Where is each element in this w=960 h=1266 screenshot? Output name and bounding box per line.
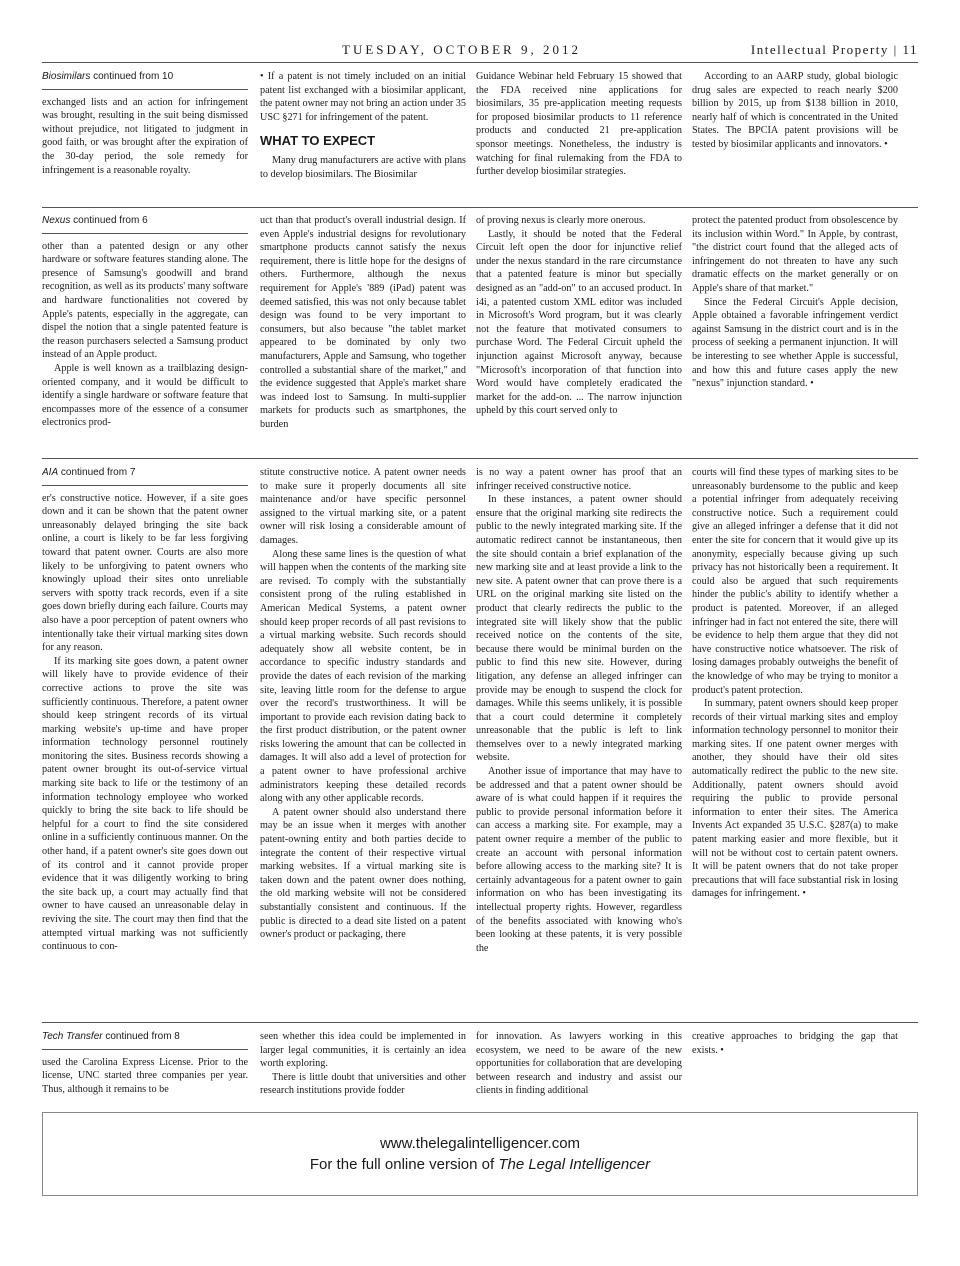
continuation-label: Biosimilars continued from 10 xyxy=(42,70,248,90)
paragraph: If its marking site goes down, a patent owner will likely have to provide evidence of their corrective actions to prove the site was sufficiently continuous. Therefore, a patent owner should keep stringent records of its virtual marking website's up-time and have proper information technology personnel routinely monitoring the sites. Business records showing a patent owner brought its out-of-service virtual marking site back to life or the testimony of an information technology employee who worked quickly to bring the site back to life should be helpful for a court to find the site considered online in a sufficiently continuous manner. On the other hand, if a patent owner's site goes down out of its control and it cannot provide proper evidence that it was diligently working to bring the site back up, a court may actually find that owner to have caused an unreasonable delay in reviving the site. The court may then find that the attempted virtual marking was not sufficiently continuous to con- xyxy=(42,655,248,953)
article-column xyxy=(260,1030,466,1102)
website-link[interactable]: www.thelegalintelligencer.com xyxy=(379,1135,581,1152)
paragraph: protect the patented product from obsolescence by its inclusion within Word." In Apple, by contrast, "the district court found that the alleged acts of infringement do not threaten to have any such dramatic effects on the market generally or on Apple's share of that market." xyxy=(692,215,898,294)
paragraph: In these instances, a patent owner should ensure that the original marking site redirects the public to the newly integrated marking site. If the automatic redirect cannot be instantaneous, then the site should contain a brief explanation of the new marking site and at least provide a link to the new site. A patent owner that can prove there is a URL on the original marking site listed on the product that clearly redirects the public to the integrated site will likely show that the public received notice on the contents of the site, because there would be minimal burden on the public to find this new site. However, during litigation, any defense an alleged infringer can provide may be enough to suspend the clock for damages. While this seems unlikely, it is possible that a court could determine it completely unreasonable that the public is left to link themselves over to a newly integrated marking website. xyxy=(476,494,682,764)
article-column xyxy=(260,466,466,1018)
online-version-note: For the full online version of The Legal Intelligencer xyxy=(309,1156,651,1173)
paragraph: Since the Federal Circuit's Apple decision, Apple obtained a favorable infringement verdict against Samsung in the district court and is in the process of seeking a permanent injunction. It will be interesting to see whether Apple is successful, and how this and future cases apply the new "nexus" injunction standard. • xyxy=(692,296,898,390)
paragraph: Along these same lines is the question of what will happen when the contents of the marking site are revised. To comply with the substantially consistent prong of the ruling established in American Medical Systems, a patent owner should keep proper records of all past revisions to a virtual marking website. Such records should adequately show all website content, be in accordance to specific industry standards and provide the dates of each revision of the marking site, leaving little room for the defense to argue over the record's trustworthiness. It will be important to provide each revision dating back to the first product distribution, or the patent owner risks lowering the amount that can be collected in damages. It will also add a level of protection for a patent owner to have professional archive administrators keeping these detailed records along with any other applicable records. xyxy=(260,548,466,805)
article-column xyxy=(42,214,248,454)
paragraph: In summary, patent owners should keep proper records of their virtual marking sites and employ information technology personnel to monitor their marking sites. If one patent owner merges with another, they should have their old sites automatically redirect the public to the new site. Additionally, patent owners should avoid requiring the public to provide personal information to enter their sites. The America Invents Act expanded 35 U.S.C. §287(a) to make patent marking easier and more flexible, but it will not be without cost to certain patent owners. It will be patent owners that do not take proper precautions that will face substantial risk in losing damages for infringement. • xyxy=(692,698,898,900)
online-version-box xyxy=(42,1112,918,1196)
paragraph: other than a patented design or any other hardware or software features standing alone. The presence of Samsung's goodwill and brand recognition, as well as its products' many software and hardware functionalities not covered by Apple's patents, especially in the aggregate, can dispel the notion that a single patented feature is the reason purchasers selected a Samsung product instead of an Apple product. xyxy=(42,240,248,361)
article-nexus xyxy=(42,214,918,454)
issue-date: TUESDAY, OCTOBER 9, 2012 xyxy=(342,42,581,57)
article-column xyxy=(692,70,898,205)
paragraph: courts will find these types of marking sites to be unreasonably burdensome to the public and keep a potential infringer from adequately receiving constructive notice. Such a requirement could give an alleged infringer a defense that it did not enter the site for concern that it would give up its anonymity, especially because giving up such privacy has not historically been a requirement. It could also be argued that such requirements hinder the public's ability to identify whether a product is patented. Moreover, if an alleged infringer had in fact not entered the site, there will be evidence to help them argue that they did not have constructive notice whatsoever. The risk of losing damages probably outweighs the benefit of the knowledge of who may be trying to monitor a product's patent protection. xyxy=(692,467,898,696)
divider xyxy=(42,207,918,208)
paragraph: exchanged lists and an action for infringement was brought, resulting in the suit being dismissed without prejudice, not litigated to judgment in good faith, or was brought after the expiration of the 30-day period, the sole remedy for infringement is a reasonable royalty. xyxy=(42,96,248,176)
article-column xyxy=(42,1030,248,1102)
continuation-label: Nexus continued from 6 xyxy=(42,214,248,234)
article-column xyxy=(476,70,682,205)
section-page-label: Intellectual Property | 11 xyxy=(750,42,918,57)
paragraph: Many drug manufacturers are active with plans to develop biosimilars. The Biosimilar xyxy=(260,154,466,180)
paragraph: There is little doubt that universities and other research institutions provide fodder xyxy=(260,1071,466,1097)
page-header xyxy=(42,40,918,63)
article-column xyxy=(260,214,466,454)
continuation-label: AIA continued from 7 xyxy=(42,466,248,486)
article-column xyxy=(476,1030,682,1102)
paragraph: Apple is well known as a trailblazing design-oriented company, and it would be difficult to identify a single hardware or software feature that encompasses more of the essence of a consumer electronics prod- xyxy=(42,362,248,429)
paragraph: Another issue of importance that may have to be addressed and that a patent owner should be aware of is what could happen if it requires the public to provide personal information before it can access a marking site. For example, may a patent owner require a member of the public to create an account with personal information before allowing access to the marking site? It is certainly advantageous for a patent owner to gain information on who has been investigating its intellectual property rights. However, regardless of the benefits associated with knowing who's been looking at these patents, it is very possible the xyxy=(476,766,682,954)
paragraph: seen whether this idea could be implemented in larger legal communities, it is certainly an idea worth exploring. xyxy=(260,1031,466,1070)
paragraph: Lastly, it should be noted that the Federal Circuit left open the door for injunctive relief under the nexus standard in the rare circumstance that a patented feature is minor but specially designed as an "add-on" to an accused product. In i4i, a patented custom XML editor was included in Microsoft's Word program, but it was clearly not the feature that motivated consumers to purchase Word. The Federal Circuit upheld the injunction against Microsoft anyway, because "Microsoft's incorporation of that function into Word would have completely eradicated the market for the add-on. ... The narrow injunction upheld by this court served only to xyxy=(476,228,682,417)
publication-name: The Legal Intelligencer xyxy=(498,1156,651,1173)
section-subhead: WHAT TO EXPECT xyxy=(260,133,376,149)
paragraph: uct than that product's overall industrial design. If even Apple's industrial designs for revolutionary smartphone products cannot satisfy the nexus requirement, there is little hope for the designs of others. Furthermore, although the nexus requirement for Apple's '889 (iPad) patent was deemed satisfied, this was not only because tablet design was found to be very important to consumers, but also because "the tablet market appeared to be dominated by only two manufacturers, Apple and Samsung, who together controlled a substantial share of the market," and the evidence suggested that Apple's market share was indeed lost to Samsung. In multi-supplier markets for products such as smartphones, the burden xyxy=(260,215,466,430)
paragraph: for innovation. As lawyers working in this ecosystem, we need to be aware of the new opportunities for collaboration that are developing between research and industry and assist our clients in finding additional xyxy=(476,1031,682,1097)
paragraph: According to an AARP study, global biologic drug sales are expected to reach nearly $200 billion by 2015, up from $138 billion in 2010, nearly half of which is concentrated in the United States. The BPCIA patent provisions will be tested by biosimilar applicants and innovators. • xyxy=(692,71,898,150)
paragraph: creative approaches to bridging the gap that exists. • xyxy=(692,1031,898,1056)
article-column xyxy=(476,466,682,1018)
paragraph: er's constructive notice. However, if a site goes down and it can be shown that the patent owner unreasonably delayed bringing the site back online, a court is likely to be far less forgiving toward that patent owner. Courts are also more likely to be unforgiving to patent owners who knowingly upload their sites onto unreliable servers with spotty track records, even if a site goes down briefly during each failure. Courts may also have a poor perception of patent owners who intentionally take their virtual marking sites down for any reason. xyxy=(42,492,248,654)
paragraph: stitute constructive notice. A patent owner needs to make sure it properly documents all site maintenance and/or have specific personnel assigned to the virtual marking site, or a patent owner will risk losing a considerable amount of damages. xyxy=(260,467,466,546)
paragraph: used the Carolina Express License. Prior to the license, UNC started three companies per year. Thus, although it remains to be xyxy=(42,1056,248,1095)
article-column xyxy=(692,466,898,1018)
paragraph: A patent owner should also understand there may be an issue when it merges with another patent-owning entity and both parties decide to integrate the content of their respective virtual marking websites. If a virtual marking site is taken down and the patent owner does nothing, the old marking website will not be considered substantially consistent and continuous. If the public is directed to a dead site listed on a patent owner's product or packaging, there xyxy=(260,806,466,941)
bullet-paragraph: • If a patent is not timely included on an initial patent list exchanged with a biosimilar applicant, the patent owner may not bring an action under 35 USC §271 for infringement of the patent. xyxy=(260,71,466,123)
article-column xyxy=(692,1030,898,1102)
article-column xyxy=(476,214,682,454)
article-column xyxy=(260,70,466,205)
paragraph: is no way a patent owner has proof that an infringer received constructive notice. xyxy=(476,467,682,492)
divider xyxy=(42,458,918,459)
divider xyxy=(42,1022,918,1023)
paragraph: Guidance Webinar held February 15 showed that the FDA received nine applications for biosimilars, 35 pre-application meeting requests for proposed biosimilar products to 11 reference products and conducted 21 pre-application sponsor meetings. Nonetheless, the industry is watching for final rulemaking from the FDA to further develop biosimilar strategies. xyxy=(476,71,682,178)
article-aia xyxy=(42,466,918,1018)
article-column xyxy=(42,466,248,1018)
article-column xyxy=(42,70,248,205)
article-tech-transfer xyxy=(42,1030,918,1102)
article-column xyxy=(692,214,898,454)
article-biosimilars xyxy=(42,70,918,205)
continuation-label: Tech Transfer continued from 8 xyxy=(42,1030,248,1050)
paragraph: of proving nexus is clearly more onerous. xyxy=(476,215,646,226)
